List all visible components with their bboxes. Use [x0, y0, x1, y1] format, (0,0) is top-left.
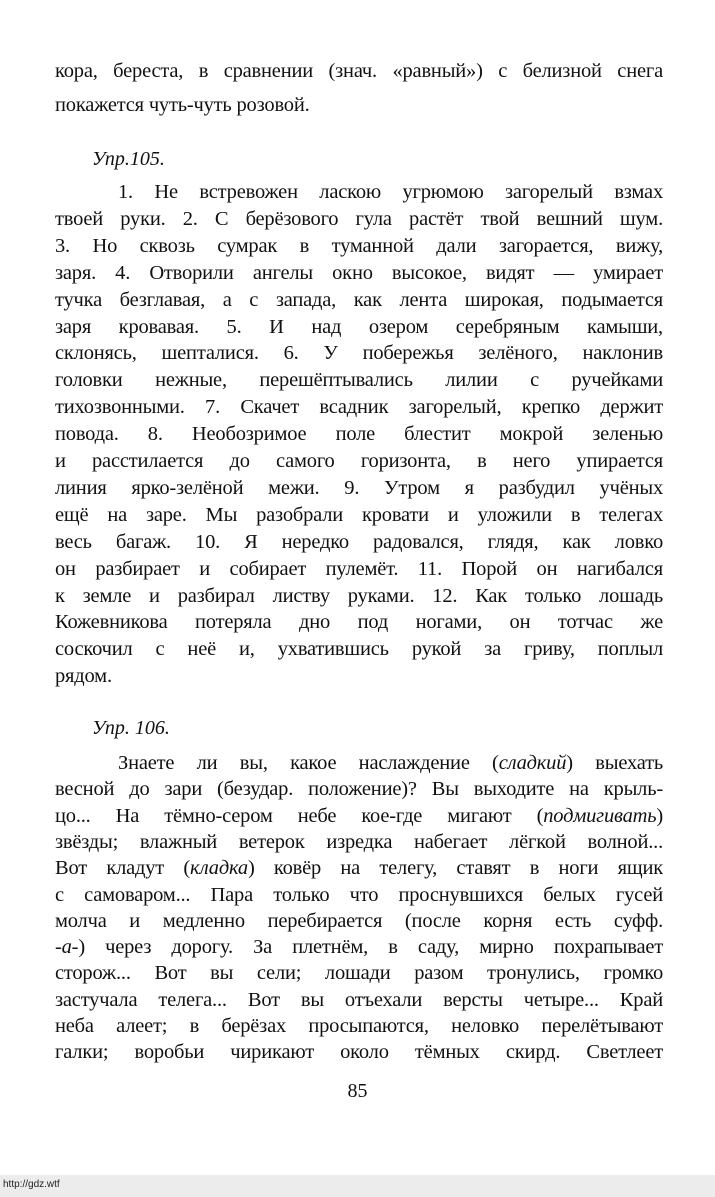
text-segment: сторож... Вот вы сели; лошади разом тронулись, громко: [55, 962, 663, 985]
exercise-106-line: [55, 987, 663, 1014]
exercise-105-line: 1. Не встревожен ласкою угрюмою загорелый взмах: [118, 181, 663, 203]
text-segment: молча и медленно перебирается (после корня есть суфф.: [55, 909, 663, 932]
exercise-105-line: заря кровавая. 5. И над озером серебряным камыши,: [55, 315, 663, 338]
exercise-105-line: рядом.: [55, 665, 112, 688]
text-segment: Вот кладут (: [55, 857, 190, 880]
footer-url[interactable]: http://gdz.wtf: [3, 1179, 60, 1190]
exercise-105-line: Кожевникова потеряла дно под ногами, он тотчас же: [55, 611, 663, 634]
exercise-105-line: ещё на заре. Мы разобрали кровати и уложили в телегах: [55, 503, 663, 526]
italic-annotation: подмигивать: [543, 804, 657, 827]
exercise-105-line: линия ярко-зелёной межи. 9. Утром я разбудил учёных: [55, 476, 663, 499]
text-segment: галки; воробьи чирикают около тёмных скирд. Светлеет: [55, 1041, 663, 1064]
exercise-106-line: [55, 960, 663, 987]
intro-text-line: покажется чуть-чуть розовой.: [55, 94, 310, 116]
exercise-105-line: и расстилается до самого горизонта, в него упирается: [55, 450, 663, 472]
exercise-105-line: соскочил с неё и, ухватившись рукой за гриву, поплыл: [55, 638, 663, 661]
exercise-106-line: [118, 750, 663, 777]
text-segment: застучала телега... Вот вы отъехали версты четыре... Край: [55, 988, 663, 1011]
exercise-106-line: [55, 776, 663, 803]
exercise-105-line: головки нежные, перешёптывались лилии с ручейками: [55, 369, 663, 392]
exercise-105-line: заря. 4. Отворили ангелы окно высокое, видят — умирает: [55, 261, 663, 284]
exercise-106-line: [55, 908, 663, 935]
text-segment: ) ковёр на телегу, ставят в ноги ящик: [247, 857, 663, 880]
text-segment: цо... На тёмно-сером небе кое-где мигают (: [55, 804, 544, 827]
footer-bar: [0, 1175, 715, 1197]
exercise-105-line: к земле и разбирал листву руками. 12. Как только лошадь: [55, 584, 663, 607]
exercise-106-line: [55, 829, 663, 856]
text-segment: ) через дорогу. За плетнём, в саду, мирно похрапывает: [78, 936, 663, 959]
text-segment: весной до зари (безудар. положение)? Вы выходите на крыль-: [55, 778, 663, 801]
text-segment: звёзды; влажный ветерок изредка набегает лёгкой волной...: [55, 830, 663, 853]
text-segment: с самоваром... Пара только что проснувшихся белых гусей: [55, 883, 663, 906]
exercise-106-line: [55, 855, 663, 882]
exercise-105-line: твоей руки. 2. С берёзового гула растёт твой вешний шум.: [55, 207, 663, 230]
italic-annotation: кладка: [190, 857, 248, 880]
text-segment: ): [656, 804, 663, 827]
italic-annotation: -а-: [55, 936, 79, 959]
exercise-105-line: повода. 8. Необозримое поле блестит мокрой зеленью: [55, 423, 663, 446]
text-segment: ) выехать: [566, 752, 663, 774]
exercise-106-line: [55, 934, 663, 961]
exercise-106-line: [55, 1039, 663, 1066]
italic-annotation: сладкий: [498, 752, 567, 774]
exercise-105-line: тучка безглавая, а с запада, как лента широкая, подымается: [55, 288, 663, 311]
exercise-105-line: весь багаж. 10. Я нередко радовался, глядя, как ловко: [55, 530, 663, 553]
exercise-106-line: [55, 1013, 663, 1040]
exercise-106-heading: Упр. 106.: [92, 717, 170, 739]
exercise-105-heading: Упр.105.: [92, 148, 165, 170]
page-number: 85: [347, 1080, 368, 1102]
exercise-105-line: тихозвонными. 7. Скачет всадник загорелый, крепко держит: [55, 396, 663, 419]
exercise-106-line: [55, 803, 663, 830]
exercise-105-line: 3. Но сквозь сумрак в туманной дали загорается, вижу,: [55, 234, 663, 257]
text-segment: Знаете ли вы, какое наслаждение (: [118, 752, 499, 774]
exercise-105-line: склонясь, шепталися. 6. У побережья зелёного, наклонив: [55, 342, 663, 365]
exercise-105-line: он разбирает и собирает пулемёт. 11. Порой он нагибался: [55, 557, 663, 580]
text-segment: неба алеет; в берёзах просыпаются, неловко перелётывают: [55, 1015, 663, 1037]
exercise-106-line: [55, 882, 663, 909]
intro-text-line: кора, береста, в сравнении (знач. «равный») с белизной снега: [55, 60, 663, 82]
